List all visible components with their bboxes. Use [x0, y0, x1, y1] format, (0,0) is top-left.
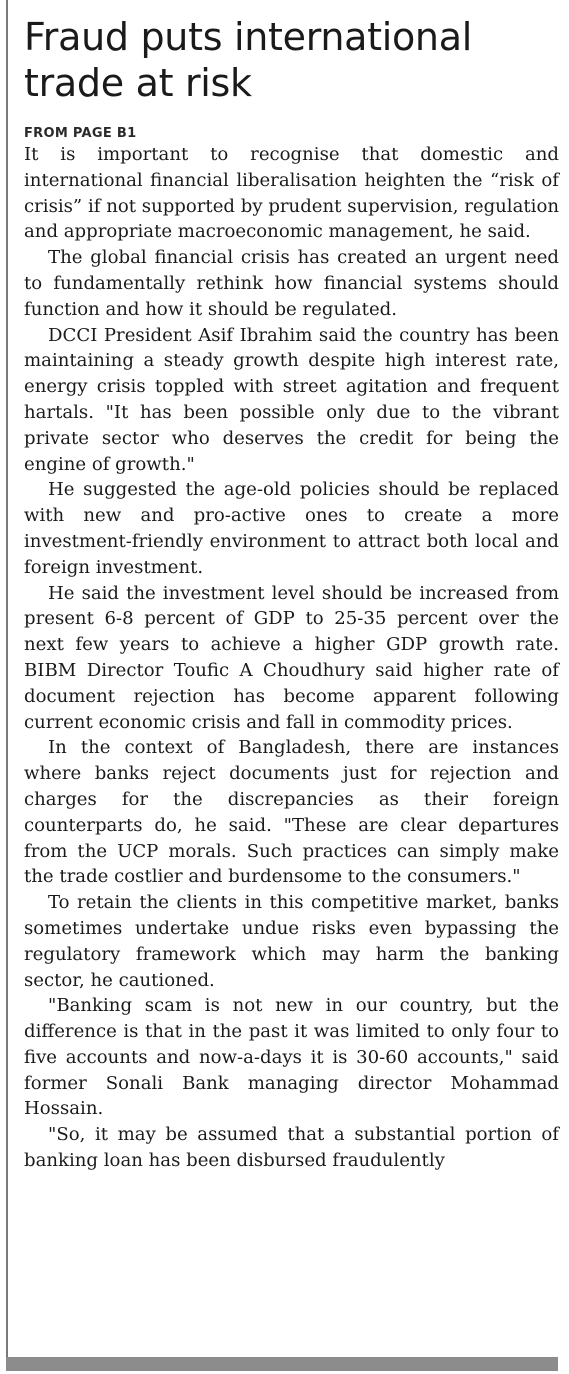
column-left-rule [6, 0, 8, 1357]
paragraph: It is important to recognise that domestic and international financial liberalisation heighten the “risk of crisis” if not supported by prudent supervision, regulation and appropriate macroeconomic management, he said. [24, 144, 559, 243]
paragraph: In the context of Bangladesh, there are instances where banks reject documents just for rejection and charges for the discrepancies as their foreign counterparts do, he said. "These are clear departures from the UCP morals. Such practices can simply make the trade costlier and burdensome to the consumers." [24, 737, 559, 888]
column-bottom-rule [6, 1357, 558, 1371]
paragraph: The global financial crisis has created an urgent need to fundamentally rethink how financial systems should function and how it should be regulated. [24, 247, 559, 320]
article-body [24, 142, 559, 1174]
paragraph: To retain the clients in this competitive market, banks sometimes undertake undue risks even bypassing the regulatory framework which may harm the banking sector, he cautioned. [24, 892, 559, 991]
paragraph: "So, it may be assumed that a substantial portion of banking loan has been disbursed fraudulently [24, 1124, 559, 1172]
paragraph: He said the investment level should be increased from present 6-8 percent of GDP to 25-35 percent over the next few years to achieve a higher GDP growth rate. BIBM Director Toufic A Choudhury said higher rate of document rejection has become apparent following current economic crisis and fall in commodity prices. [24, 582, 559, 733]
headline: Fraud puts international trade at risk [24, 15, 472, 105]
paragraph: DCCI President Asif Ibrahim said the country has been maintaining a steady growth despite high interest rate, energy crisis toppled with street agitation and frequent hartals. "It has been possible only due to the vibrant private sector who deserves the credit for being the engine of growth." [24, 324, 559, 475]
paragraph: "Banking scam is not new in our country, but the difference is that in the past it was limited to only four to five accounts and now-a-days it is 30-60 accounts," said former Sonali Bank managing director Mohammad Hossain. [24, 995, 559, 1120]
jump-label: FROM PAGE B1 [24, 126, 137, 141]
paragraph: He suggested the age-old policies should be replaced with new and pro-active ones to create a more investment-friendly environment to attract both local and foreign investment. [24, 479, 559, 578]
article [24, 14, 559, 1174]
